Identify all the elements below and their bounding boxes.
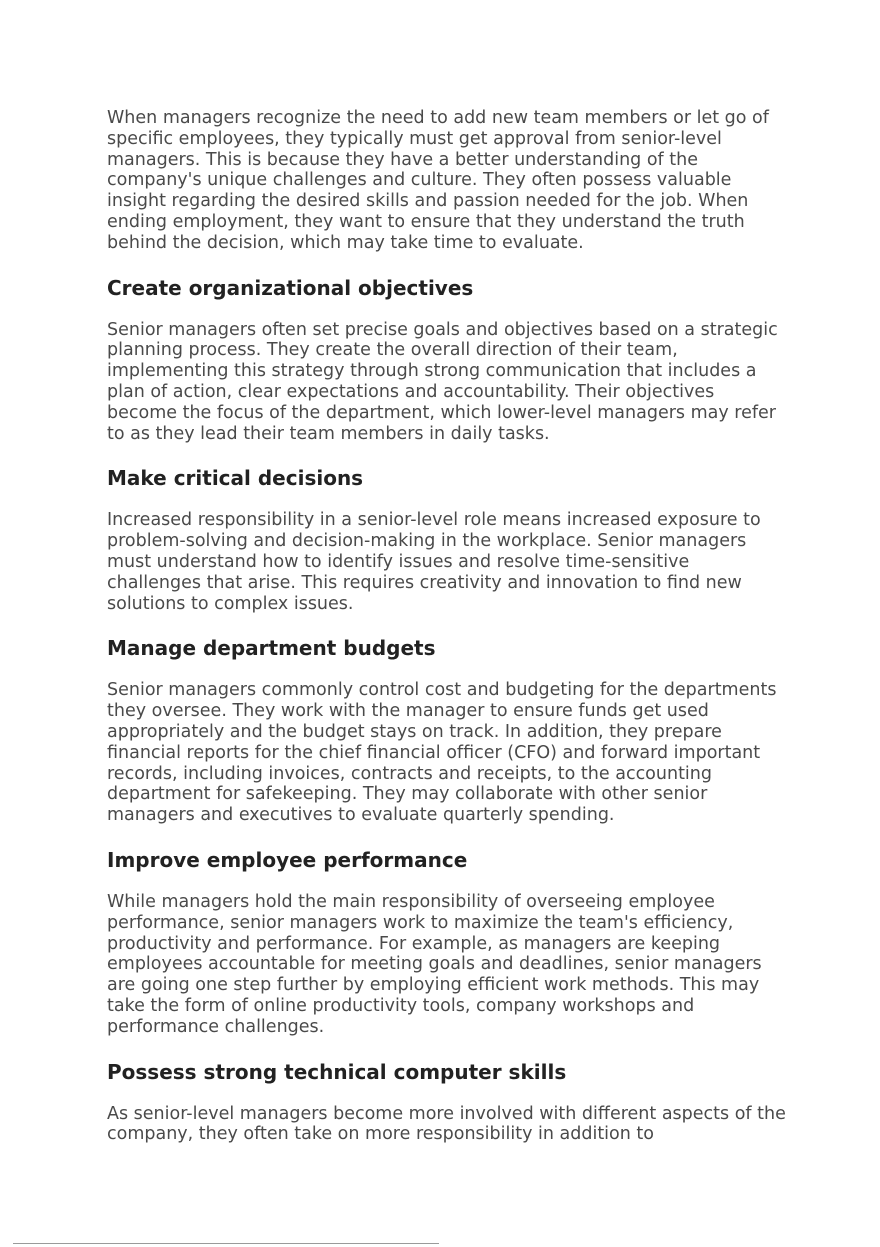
section-body-performance: While managers hold the main responsibility of overseeing employee performance, senior managers work to maximize the team's efﬁciency, productivity and performance. For example, as managers are keeping employees accountable for meeting goals and deadlines, senior managers are going one step further by employing efﬁcient work methods. This may take the form of online productivity tools, company workshops and performance challenges. [107, 891, 762, 1037]
section-body-budgets: Senior managers commonly control cost and budgeting for the departments they oversee. They work with the manager to ensure funds get used appropriately and the budget stays on track. In addition, they prepare financial reports for the chief financial ofﬁcer (CFO) and forward important records, including invoices, contracts and receipts, to the accounting department for safekeeping. They may collaborate with other senior managers and executives to evaluate quarterly spending. [107, 680, 777, 826]
section-heading-decisions: Make critical decisions [107, 466, 364, 491]
section-body-objectives: Senior managers often set precise goals and objectives based on a strategic planning process. They create the overall direction of their team, implementing this strategy through strong communication that includes a plan of action, clear expectations and accountability. Their objectives become the focus of the department, which lower-level managers may refer to as they lead their team members in daily tasks. [107, 319, 778, 444]
section-heading-technical-skills: Possess strong technical computer skills [107, 1059, 567, 1084]
section-heading-performance: Improve employee performance [107, 847, 468, 872]
section-heading-objectives: Create organizational objectives [107, 275, 474, 300]
footnote-divider [13, 1243, 439, 1244]
section-heading-budgets: Manage department budgets [107, 636, 436, 661]
section-body-decisions: Increased responsibility in a senior-level role means increased exposure to problem-solving and decision-making in the workplace. Senior managers must understand how to identify issues and resolve time-sensitive challenges that arise. This requires creativity and innovation to find new solutions to complex issues. [107, 510, 761, 614]
document-page [107, 108, 787, 1145]
intro-paragraph: When managers recognize the need to add new team members or let go of specific employees, they typically must get approval from senior-level managers. This is because they have a better understanding of the company's unique challenges and culture. They often possess valuable insight regarding the desired skills and passion needed for the job. When ending employment, they want to ensure that they understand the truth behind the decision, which may take time to evaluate. [107, 108, 769, 253]
section-body-technical-skills: As senior-level managers become more involved with different aspects of the company, they often take on more responsibility in addition to [107, 1103, 786, 1145]
